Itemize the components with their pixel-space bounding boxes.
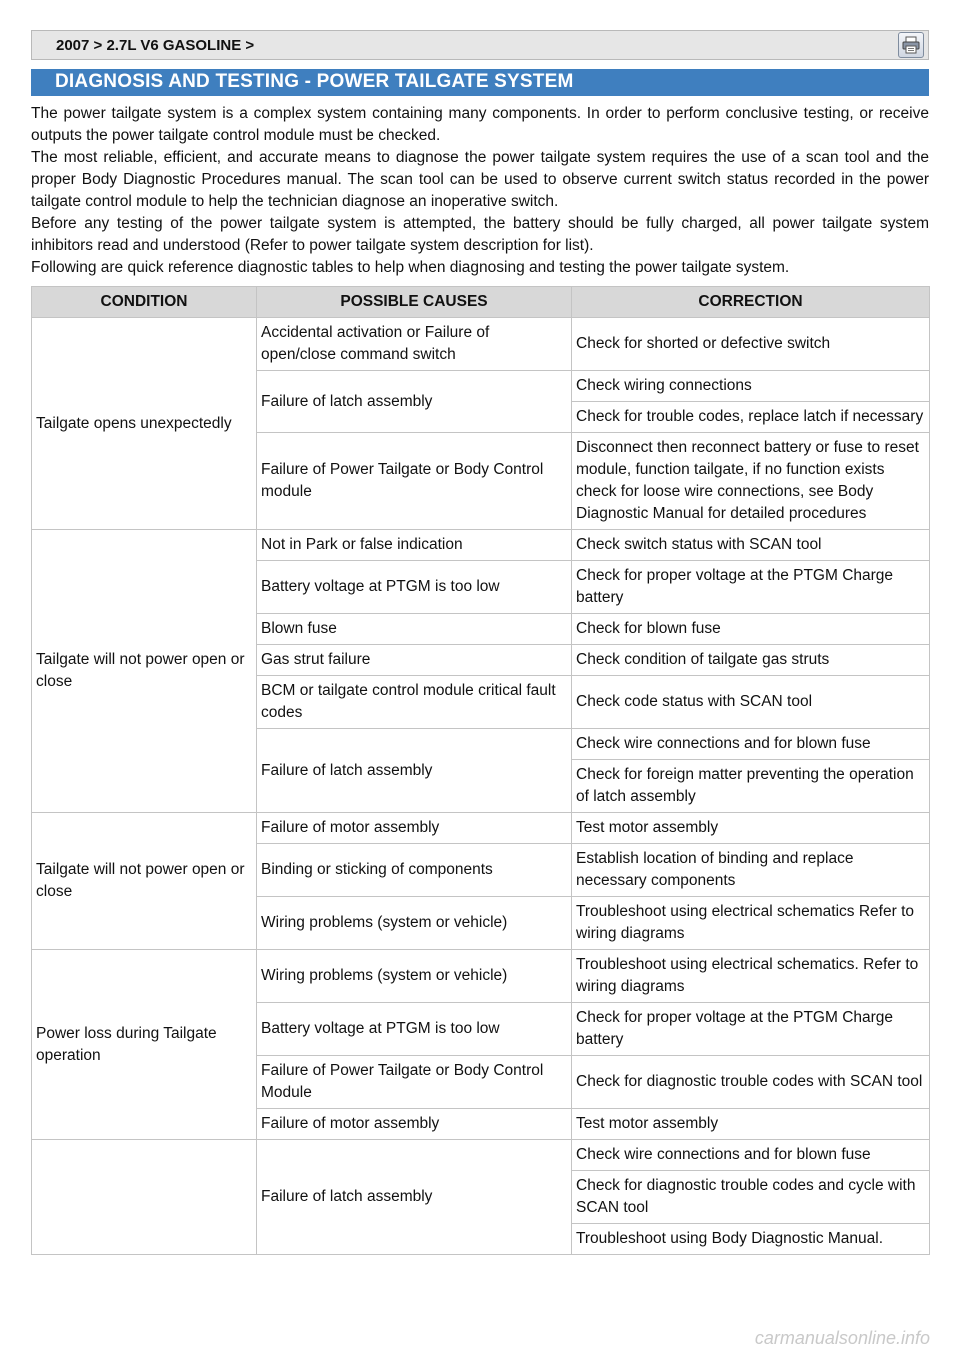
cause-cell: Failure of Power Tailgate or Body Control Module [257,1056,572,1109]
printer-icon [902,36,920,54]
table-row [32,950,930,1003]
correction-cell: Check wire connections and for blown fuse [572,729,930,760]
correction-cell: Check wire connections and for blown fuse [572,1140,930,1171]
condition-cell: Tailgate will not power open or close [32,813,257,950]
cause-cell: Failure of motor assembly [257,813,572,844]
correction-cell: Troubleshoot using electrical schematics. Refer to wiring diagrams [572,950,930,1003]
intro-paragraph: Following are quick reference diagnostic tables to help when diagnosing and testing the power tailgate system. [31,259,790,276]
correction-cell: Check for proper voltage at the PTGM Charge battery [572,561,930,614]
diagnosis-table [31,286,930,1255]
correction-cell: Check for foreign matter preventing the operation of latch assembly [572,760,930,813]
correction-cell: Check condition of tailgate gas struts [572,645,930,676]
cause-cell: Failure of latch assembly [257,729,572,813]
cause-cell: Not in Park or false indication [257,530,572,561]
cause-cell: Battery voltage at PTGM is too low [257,1003,572,1056]
correction-cell: Troubleshoot using Body Diagnostic Manual. [572,1224,930,1255]
cause-cell: Blown fuse [257,614,572,645]
correction-cell: Check for diagnostic trouble codes with SCAN tool [572,1056,930,1109]
cause-cell: Accidental activation or Failure of open/close command switch [257,318,572,371]
cause-cell: Failure of latch assembly [257,371,572,433]
correction-cell: Check code status with SCAN tool [572,676,930,729]
intro-paragraph: The power tailgate system is a complex system containing many components. In order to perform conclusive testing, or receive outputs the power tailgate control module must be checked. [31,105,929,144]
cause-cell: Failure of Power Tailgate or Body Control module [257,433,572,530]
correction-cell: Disconnect then reconnect battery or fuse to reset module, function tailgate, if no function exists check for loose wire connections, see Body Diagnostic Manual for detailed procedures [572,433,930,530]
cause-cell: Binding or sticking of components [257,844,572,897]
condition-cell: Power loss during Tailgate operation [32,950,257,1140]
cause-cell: Failure of motor assembly [257,1109,572,1140]
cause-cell: Wiring problems (system or vehicle) [257,897,572,950]
table-header-row [32,287,930,318]
cause-cell: Wiring problems (system or vehicle) [257,950,572,1003]
correction-cell: Test motor assembly [572,813,930,844]
correction-cell: Test motor assembly [572,1109,930,1140]
condition-cell [32,1140,257,1255]
cause-cell: Battery voltage at PTGM is too low [257,561,572,614]
table-row [32,1140,930,1171]
cause-cell: BCM or tailgate control module critical fault codes [257,676,572,729]
table-body [32,318,930,1255]
header-condition: CONDITION [32,287,257,318]
correction-cell: Check for diagnostic trouble codes and cycle with SCAN tool [572,1171,930,1224]
intro-text [31,103,929,279]
watermark: carmanualsonline.info [754,1328,930,1348]
correction-cell: Check switch status with SCAN tool [572,530,930,561]
correction-cell: Check for shorted or defective switch [572,318,930,371]
header-possible-causes: POSSIBLE CAUSES [257,287,572,318]
table-row [32,530,930,561]
section-title-bar [31,69,929,96]
correction-cell: Establish location of binding and replace necessary components [572,844,930,897]
condition-cell: Tailgate opens unexpectedly [32,318,257,530]
cause-cell: Gas strut failure [257,645,572,676]
correction-cell: Check for trouble codes, replace latch if necessary [572,402,930,433]
intro-paragraph: The most reliable, efficient, and accurate means to diagnose the power tailgate system requires the use of a scan tool and the proper Body Diagnostic Procedures manual. The scan tool can be used to observe current switch status recorded in the power tailgate control module to help the technician diagnose an inoperative switch. [31,149,929,210]
correction-cell: Troubleshoot using electrical schematics Refer to wiring diagrams [572,897,930,950]
table-row [32,318,930,371]
breadcrumb[interactable]: 2007 > 2.7L V6 GASOLINE > [56,37,255,54]
section-title: DIAGNOSIS AND TESTING - POWER TAILGATE SYSTEM [55,71,574,92]
table-row [32,813,930,844]
intro-paragraph: Before any testing of the power tailgate system is attempted, the battery should be fully charged, all power tailgate system inhibitors read and understood (Refer to power tailgate system description for list). [31,215,929,254]
print-button[interactable] [898,32,924,58]
correction-cell: Check for blown fuse [572,614,930,645]
breadcrumb-bar [31,30,929,60]
correction-cell: Check for proper voltage at the PTGM Charge battery [572,1003,930,1056]
cause-cell: Failure of latch assembly [257,1140,572,1255]
condition-cell: Tailgate will not power open or close [32,530,257,813]
header-correction: CORRECTION [572,287,930,318]
correction-cell: Check wiring connections [572,371,930,402]
